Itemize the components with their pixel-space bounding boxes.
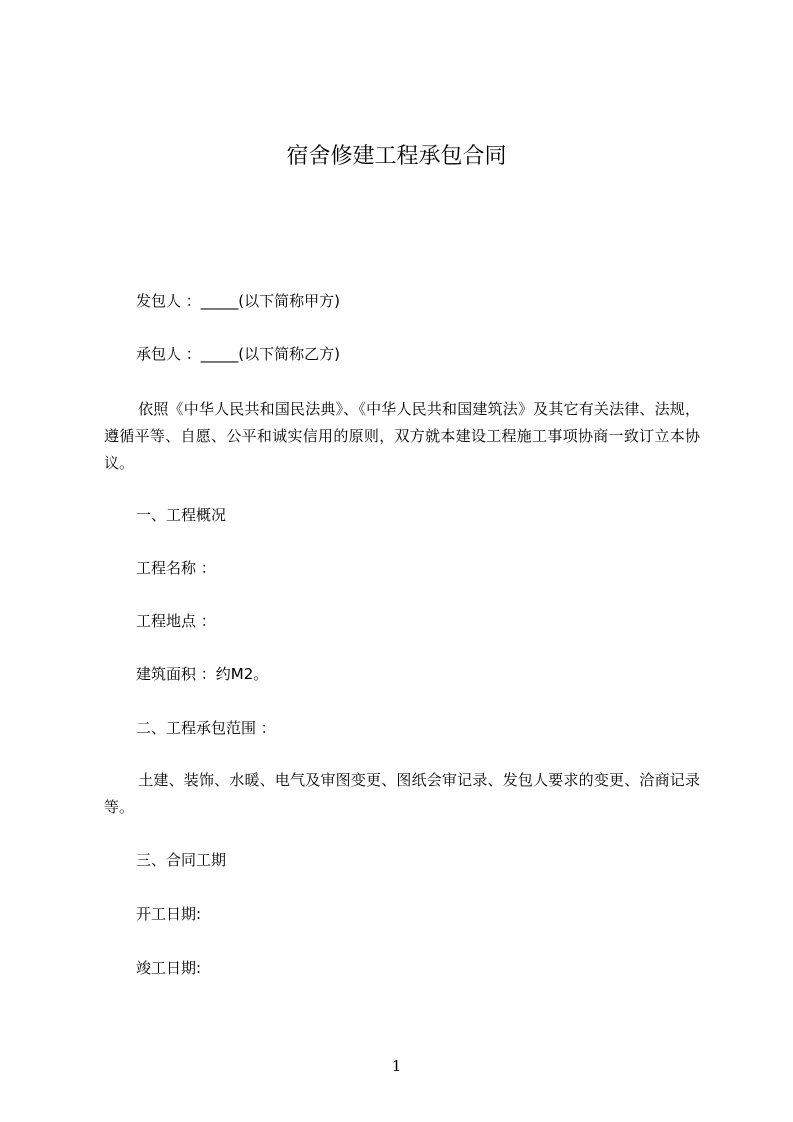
page-number: 1 bbox=[391, 1057, 402, 1075]
section3-heading: 三、合同工期 bbox=[136, 851, 227, 869]
project-name-line: 工程名称 ： bbox=[136, 559, 216, 577]
start-date-line: 开工日期: bbox=[136, 905, 202, 923]
party-b-line: 承包人 ：_____(以下简称乙方) bbox=[136, 345, 340, 363]
completion-date-line: 竣工日期: bbox=[136, 959, 202, 977]
section1-heading: 一、工程概况 bbox=[136, 506, 227, 524]
building-area-line: 建筑面积 ：约M2。 bbox=[136, 665, 269, 683]
party-a-line: 发包人 ：_____(以下简称甲方) bbox=[136, 292, 340, 310]
document-title: 宿舍修建工程承包合同 bbox=[286, 144, 507, 169]
scope-text: 土建、装饰、水暖、电气及审图变更、图纸会审记录、发包人要求的变更、洽商记录等。 bbox=[104, 771, 700, 816]
section2-heading: 二、工程承包范围 ： bbox=[136, 719, 276, 737]
scope-paragraph bbox=[104, 767, 700, 821]
project-location-line: 工程地点 ： bbox=[136, 612, 216, 630]
preamble-paragraph bbox=[104, 396, 700, 477]
preamble-text: 依照《中华人民共和国民法典》、《中华人民共和国建筑法》及其它有关法律、法规，遵循平等、自愿、公平和诚实信用的原则，双方就本建设工程施工事项协商一致订立本协议。 bbox=[104, 400, 700, 472]
